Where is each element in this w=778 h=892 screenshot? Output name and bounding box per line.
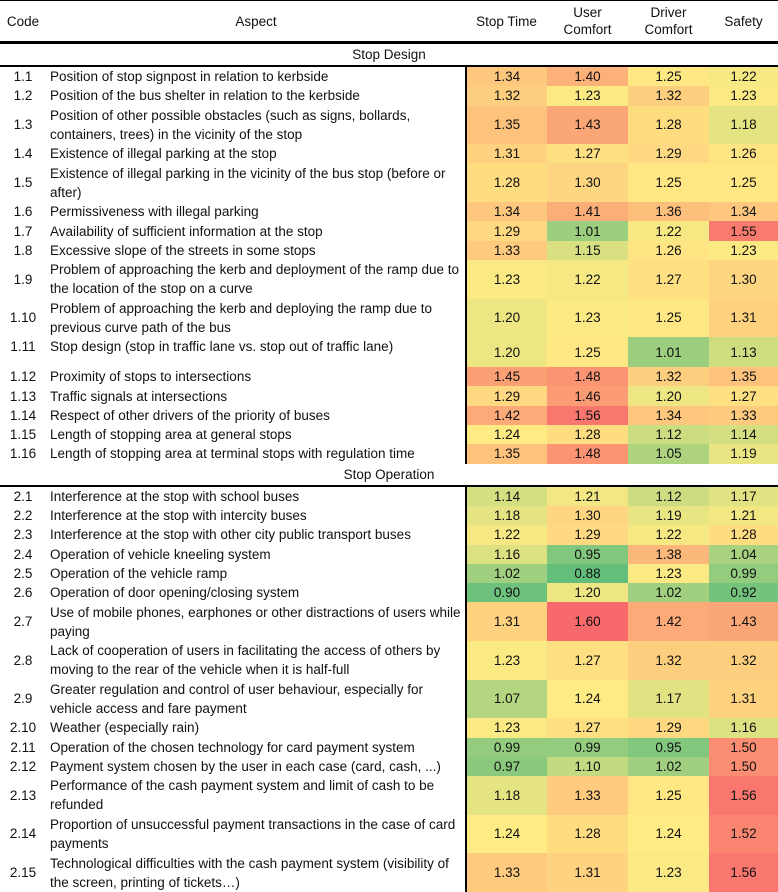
cell-driver-comfort: 1.32 bbox=[628, 367, 709, 386]
header-row bbox=[0, 1, 778, 43]
cell-user-comfort: 1.27 bbox=[547, 718, 628, 737]
cell-stop-time: 1.32 bbox=[466, 86, 547, 105]
cell-driver-comfort: 1.25 bbox=[628, 66, 709, 86]
cell-user-comfort: 1.43 bbox=[547, 106, 628, 145]
row-aspect: Existence of illegal parking at the stop bbox=[50, 146, 277, 162]
cell-user-comfort: 1.30 bbox=[547, 506, 628, 525]
table-row bbox=[0, 641, 778, 680]
cell-safety: 1.28 bbox=[709, 525, 778, 544]
cell-safety: 1.25 bbox=[709, 163, 778, 202]
table-row bbox=[0, 776, 778, 815]
cell-user-comfort: 1.60 bbox=[547, 602, 628, 641]
cell-safety: 1.22 bbox=[709, 66, 778, 86]
table-row bbox=[0, 815, 778, 854]
cell-safety: 1.33 bbox=[709, 406, 778, 425]
header-aspect: Aspect bbox=[46, 1, 466, 43]
cell-stop-time: 1.42 bbox=[466, 406, 547, 425]
row-code: 1.14 bbox=[9, 407, 37, 423]
cell-safety: 1.26 bbox=[709, 144, 778, 163]
cell-user-comfort: 1.40 bbox=[547, 66, 628, 86]
cell-safety: 1.55 bbox=[709, 221, 778, 240]
cell-stop-time: 1.34 bbox=[466, 66, 547, 86]
cell-user-comfort: 1.27 bbox=[547, 144, 628, 163]
cell-stop-time: 1.20 bbox=[466, 337, 547, 367]
cell-stop-time: 0.90 bbox=[466, 583, 547, 602]
cell-user-comfort: 1.30 bbox=[547, 163, 628, 202]
table-row bbox=[0, 486, 778, 506]
row-aspect: Greater regulation and control of user behaviour, especially for vehicle access and fare payment bbox=[50, 681, 423, 716]
cell-driver-comfort: 1.02 bbox=[628, 757, 709, 776]
table-row bbox=[0, 853, 778, 892]
cell-safety: 1.13 bbox=[709, 337, 778, 367]
row-aspect: Existence of illegal parking in the vicinity of the bus stop (before or after) bbox=[50, 165, 446, 200]
cell-user-comfort: 1.23 bbox=[547, 86, 628, 105]
row-code: 2.4 bbox=[13, 546, 33, 562]
cell-user-comfort: 1.28 bbox=[547, 425, 628, 444]
row-aspect: Traffic signals at intersections bbox=[50, 388, 228, 404]
row-code: 1.16 bbox=[9, 446, 37, 462]
table-row bbox=[0, 106, 778, 145]
row-aspect: Use of mobile phones, earphones or other distractions of users while paying bbox=[50, 604, 461, 639]
cell-stop-time: 1.28 bbox=[466, 163, 547, 202]
cell-safety: 1.23 bbox=[709, 241, 778, 260]
section-header bbox=[0, 43, 778, 67]
cell-stop-time: 1.23 bbox=[466, 718, 547, 737]
row-aspect: Position of other possible obstacles (such as signs, bollards, containers, trees) in the vicinity of the stop bbox=[50, 107, 411, 142]
cell-driver-comfort: 1.32 bbox=[628, 641, 709, 680]
cell-stop-time: 1.23 bbox=[466, 260, 547, 299]
cell-driver-comfort: 1.05 bbox=[628, 444, 709, 463]
cell-user-comfort: 0.99 bbox=[547, 738, 628, 757]
cell-safety: 1.52 bbox=[709, 815, 778, 854]
section-title: Stop Operation bbox=[0, 464, 778, 486]
cell-user-comfort: 1.24 bbox=[547, 680, 628, 719]
row-aspect: Permissiveness with illegal parking bbox=[50, 204, 259, 220]
row-aspect: Lack of cooperation of users in facilitating the access of others by moving to the rear of the vehicle when it is half-full bbox=[50, 643, 441, 678]
row-code: 2.10 bbox=[9, 720, 37, 736]
cell-safety: 1.31 bbox=[709, 299, 778, 338]
cell-safety: 1.50 bbox=[709, 738, 778, 757]
cell-safety: 0.99 bbox=[709, 564, 778, 583]
cell-driver-comfort: 1.29 bbox=[628, 144, 709, 163]
cell-stop-time: 1.14 bbox=[466, 486, 547, 506]
cell-stop-time: 1.23 bbox=[466, 641, 547, 680]
cell-stop-time: 1.20 bbox=[466, 299, 547, 338]
row-code: 2.12 bbox=[9, 758, 37, 774]
cell-user-comfort: 1.27 bbox=[547, 641, 628, 680]
row-aspect: Performance of the cash payment system and limit of cash to be refunded bbox=[50, 778, 435, 813]
section-header bbox=[0, 464, 778, 486]
row-aspect: Operation of the chosen technology for card payment system bbox=[50, 739, 415, 755]
cell-stop-time: 1.29 bbox=[466, 386, 547, 405]
cell-driver-comfort: 1.42 bbox=[628, 602, 709, 641]
row-aspect: Length of stopping area at general stops bbox=[50, 427, 292, 443]
table-row bbox=[0, 680, 778, 719]
cell-safety: 1.56 bbox=[709, 776, 778, 815]
cell-driver-comfort: 1.22 bbox=[628, 221, 709, 240]
row-code: 2.11 bbox=[10, 739, 36, 755]
cell-stop-time: 1.29 bbox=[466, 221, 547, 240]
cell-driver-comfort: 1.28 bbox=[628, 106, 709, 145]
table-row bbox=[0, 718, 778, 737]
cell-driver-comfort: 1.02 bbox=[628, 583, 709, 602]
table-row bbox=[0, 260, 778, 299]
cell-stop-time: 1.22 bbox=[466, 525, 547, 544]
row-code: 2.15 bbox=[9, 865, 37, 881]
table-row bbox=[0, 545, 778, 564]
cell-stop-time: 0.97 bbox=[466, 757, 547, 776]
row-code: 2.13 bbox=[9, 787, 37, 803]
row-aspect: Proportion of unsuccessful payment transactions in the case of card payments bbox=[50, 816, 456, 851]
row-aspect: Payment system chosen by the user in each case (card, cash, ...) bbox=[50, 758, 441, 774]
cell-stop-time: 1.33 bbox=[466, 241, 547, 260]
cell-user-comfort: 1.29 bbox=[547, 525, 628, 544]
cell-user-comfort: 1.10 bbox=[547, 757, 628, 776]
cell-user-comfort: 1.48 bbox=[547, 444, 628, 463]
cell-user-comfort: 1.56 bbox=[547, 406, 628, 425]
table-row bbox=[0, 386, 778, 405]
row-code: 1.9 bbox=[13, 271, 33, 287]
header-driver-comfort: Driver Comfort bbox=[628, 1, 709, 43]
row-code: 1.6 bbox=[13, 204, 33, 220]
cell-stop-time: 1.31 bbox=[466, 144, 547, 163]
table-row bbox=[0, 525, 778, 544]
row-code: 2.9 bbox=[13, 691, 33, 707]
cell-safety: 1.21 bbox=[709, 506, 778, 525]
row-code: 1.13 bbox=[9, 388, 37, 404]
row-code: 1.11 bbox=[10, 339, 36, 355]
cell-safety: 1.32 bbox=[709, 641, 778, 680]
row-code: 1.7 bbox=[13, 223, 33, 239]
cell-driver-comfort: 1.34 bbox=[628, 406, 709, 425]
row-code: 1.10 bbox=[9, 310, 37, 326]
cell-safety: 1.18 bbox=[709, 106, 778, 145]
row-code: 1.15 bbox=[9, 427, 37, 443]
row-aspect: Position of stop signpost in relation to kerbside bbox=[50, 69, 329, 85]
table-row bbox=[0, 602, 778, 641]
cell-driver-comfort: 1.01 bbox=[628, 337, 709, 367]
cell-safety: 1.50 bbox=[709, 757, 778, 776]
row-aspect: Length of stopping area at terminal stops with regulation time bbox=[50, 446, 415, 462]
cell-stop-time: 1.02 bbox=[466, 564, 547, 583]
cell-stop-time: 1.24 bbox=[466, 815, 547, 854]
cell-stop-time: 1.45 bbox=[466, 367, 547, 386]
table-row bbox=[0, 757, 778, 776]
cell-stop-time: 1.35 bbox=[466, 106, 547, 145]
row-aspect: Weather (especially rain) bbox=[50, 720, 200, 736]
cell-driver-comfort: 1.12 bbox=[628, 425, 709, 444]
cell-driver-comfort: 1.25 bbox=[628, 163, 709, 202]
cell-user-comfort: 1.33 bbox=[547, 776, 628, 815]
table-row bbox=[0, 241, 778, 260]
table-row bbox=[0, 144, 778, 163]
row-code: 1.8 bbox=[13, 242, 33, 258]
table-row bbox=[0, 337, 778, 367]
table-row bbox=[0, 367, 778, 386]
cell-driver-comfort: 1.32 bbox=[628, 86, 709, 105]
row-code: 1.4 bbox=[13, 146, 33, 162]
table-row bbox=[0, 738, 778, 757]
row-aspect: Position of the bus shelter in relation to the kerbside bbox=[50, 88, 360, 104]
cell-user-comfort: 1.46 bbox=[547, 386, 628, 405]
table-row bbox=[0, 299, 778, 338]
cell-safety: 1.17 bbox=[709, 486, 778, 506]
row-code: 1.12 bbox=[9, 369, 37, 385]
cell-user-comfort: 1.23 bbox=[547, 299, 628, 338]
row-code: 2.8 bbox=[13, 652, 33, 668]
cell-driver-comfort: 1.12 bbox=[628, 486, 709, 506]
cell-stop-time: 0.99 bbox=[466, 738, 547, 757]
table-row bbox=[0, 202, 778, 221]
table-row bbox=[0, 221, 778, 240]
row-aspect: Stop design (stop in traffic lane vs. stop out of traffic lane) bbox=[50, 339, 394, 355]
cell-user-comfort: 0.95 bbox=[547, 545, 628, 564]
cell-safety: 1.16 bbox=[709, 718, 778, 737]
row-code: 2.6 bbox=[13, 585, 33, 601]
cell-driver-comfort: 1.38 bbox=[628, 545, 709, 564]
table-row bbox=[0, 583, 778, 602]
cell-stop-time: 1.18 bbox=[466, 776, 547, 815]
table-row bbox=[0, 506, 778, 525]
row-aspect: Respect of other drivers of the priority of buses bbox=[50, 407, 330, 423]
table-row bbox=[0, 444, 778, 463]
cell-safety: 1.19 bbox=[709, 444, 778, 463]
table-row bbox=[0, 425, 778, 444]
cell-stop-time: 1.16 bbox=[466, 545, 547, 564]
cell-safety: 1.35 bbox=[709, 367, 778, 386]
row-aspect: Operation of the vehicle ramp bbox=[50, 565, 228, 581]
cell-safety: 0.92 bbox=[709, 583, 778, 602]
cell-safety: 1.56 bbox=[709, 853, 778, 892]
cell-safety: 1.14 bbox=[709, 425, 778, 444]
row-aspect: Proximity of stops to intersections bbox=[50, 369, 252, 385]
cell-safety: 1.27 bbox=[709, 386, 778, 405]
cell-driver-comfort: 1.19 bbox=[628, 506, 709, 525]
row-code: 2.2 bbox=[13, 508, 33, 524]
cell-user-comfort: 1.20 bbox=[547, 583, 628, 602]
row-code: 2.7 bbox=[13, 614, 33, 630]
cell-stop-time: 1.18 bbox=[466, 506, 547, 525]
cell-safety: 1.31 bbox=[709, 680, 778, 719]
cell-user-comfort: 1.22 bbox=[547, 260, 628, 299]
cell-driver-comfort: 1.23 bbox=[628, 564, 709, 583]
row-code: 2.3 bbox=[13, 527, 33, 543]
row-aspect: Availability of sufficient information at the stop bbox=[50, 223, 323, 239]
row-aspect: Problem of approaching the kerb and deployment of the ramp due to the location of the stop on a curve bbox=[50, 262, 460, 297]
row-code: 2.1 bbox=[13, 488, 33, 504]
table-row bbox=[0, 564, 778, 583]
cell-user-comfort: 0.88 bbox=[547, 564, 628, 583]
cell-user-comfort: 1.28 bbox=[547, 815, 628, 854]
row-aspect: Problem of approaching the kerb and deploying the ramp due to previous curve path of the bus bbox=[50, 300, 433, 335]
cell-driver-comfort: 1.24 bbox=[628, 815, 709, 854]
row-aspect: Interference at the stop with other city public transport buses bbox=[50, 527, 411, 543]
cell-driver-comfort: 1.29 bbox=[628, 718, 709, 737]
section-title: Stop Design bbox=[0, 43, 778, 67]
cell-driver-comfort: 0.95 bbox=[628, 738, 709, 757]
cell-driver-comfort: 1.26 bbox=[628, 241, 709, 260]
row-aspect: Interference at the stop with school buses bbox=[50, 488, 300, 504]
row-code: 2.14 bbox=[9, 826, 37, 842]
row-aspect: Operation of door opening/closing system bbox=[50, 585, 300, 601]
cell-safety: 1.04 bbox=[709, 545, 778, 564]
cell-driver-comfort: 1.27 bbox=[628, 260, 709, 299]
cell-stop-time: 1.33 bbox=[466, 853, 547, 892]
cell-user-comfort: 1.15 bbox=[547, 241, 628, 260]
table-row bbox=[0, 66, 778, 86]
header-safety: Safety bbox=[709, 1, 778, 43]
cell-driver-comfort: 1.36 bbox=[628, 202, 709, 221]
cell-driver-comfort: 1.17 bbox=[628, 680, 709, 719]
cell-user-comfort: 1.25 bbox=[547, 337, 628, 367]
cell-stop-time: 1.31 bbox=[466, 602, 547, 641]
cell-stop-time: 1.35 bbox=[466, 444, 547, 463]
cell-user-comfort: 1.21 bbox=[547, 486, 628, 506]
cell-user-comfort: 1.48 bbox=[547, 367, 628, 386]
cell-driver-comfort: 1.20 bbox=[628, 386, 709, 405]
row-aspect: Operation of vehicle kneeling system bbox=[50, 546, 271, 562]
cell-stop-time: 1.24 bbox=[466, 425, 547, 444]
table-row bbox=[0, 163, 778, 202]
cell-driver-comfort: 1.25 bbox=[628, 776, 709, 815]
row-aspect: Technological difficulties with the cash payment system (visibility of the screen, printing of tickets…) bbox=[50, 855, 449, 890]
row-aspect: Interference at the stop with intercity buses bbox=[50, 508, 307, 524]
row-code: 1.3 bbox=[13, 117, 33, 133]
cell-driver-comfort: 1.23 bbox=[628, 853, 709, 892]
row-code: 2.5 bbox=[13, 565, 33, 581]
cell-user-comfort: 1.01 bbox=[547, 221, 628, 240]
cell-driver-comfort: 1.25 bbox=[628, 299, 709, 338]
table-row bbox=[0, 406, 778, 425]
cell-stop-time: 1.07 bbox=[466, 680, 547, 719]
row-aspect: Excessive slope of the streets in some stops bbox=[50, 242, 316, 258]
header-stop-time: Stop Time bbox=[466, 1, 547, 43]
cell-safety: 1.43 bbox=[709, 602, 778, 641]
cell-user-comfort: 1.41 bbox=[547, 202, 628, 221]
cell-safety: 1.30 bbox=[709, 260, 778, 299]
cell-safety: 1.34 bbox=[709, 202, 778, 221]
row-code: 1.5 bbox=[13, 175, 33, 191]
cell-user-comfort: 1.31 bbox=[547, 853, 628, 892]
row-code: 1.2 bbox=[13, 88, 33, 104]
table-row bbox=[0, 86, 778, 105]
cell-safety: 1.23 bbox=[709, 86, 778, 105]
header-code: Code bbox=[0, 1, 46, 43]
header-user-comfort: User Comfort bbox=[547, 1, 628, 43]
cell-stop-time: 1.34 bbox=[466, 202, 547, 221]
row-code: 1.1 bbox=[13, 69, 33, 85]
cell-driver-comfort: 1.22 bbox=[628, 525, 709, 544]
